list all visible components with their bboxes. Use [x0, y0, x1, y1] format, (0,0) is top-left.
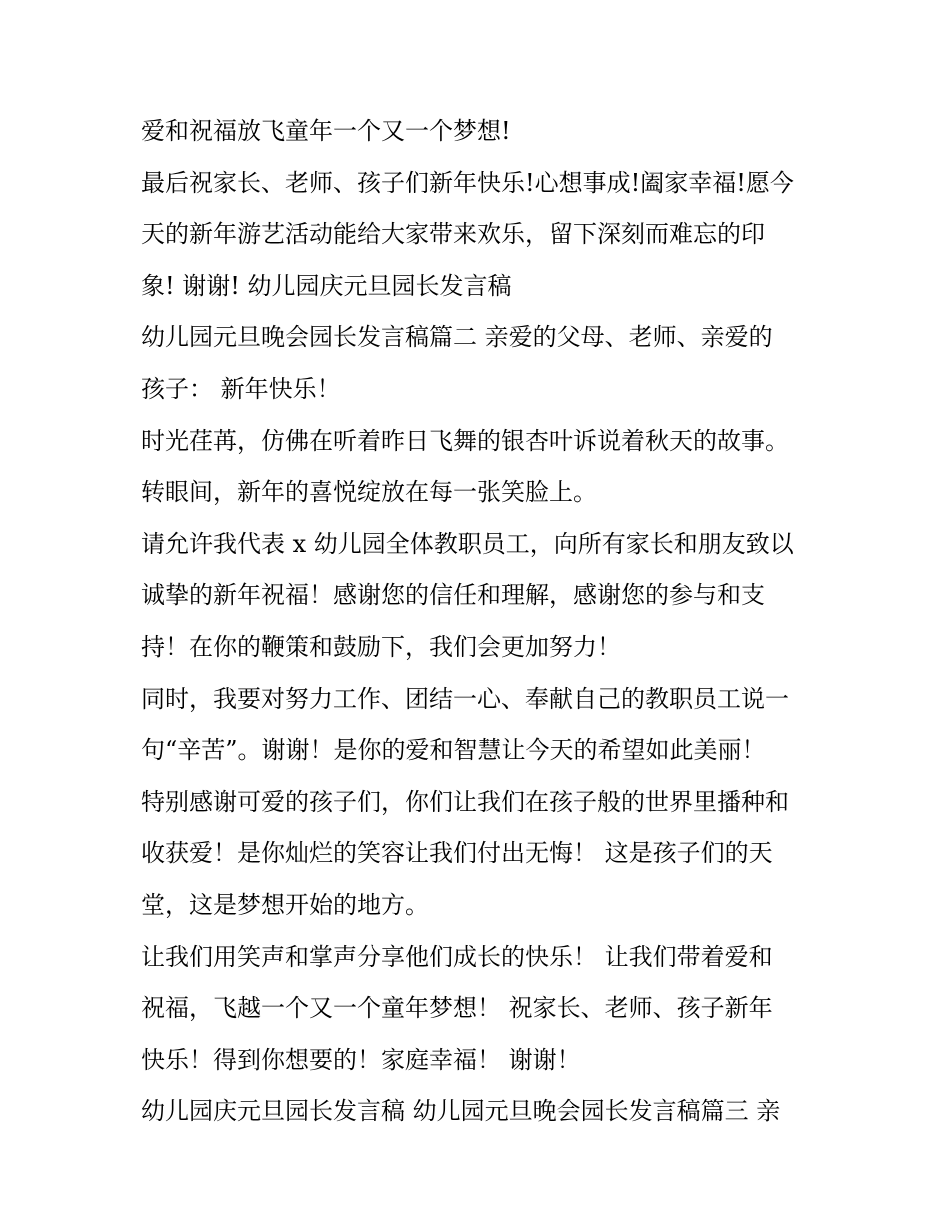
text-line: 收获爱！是你灿烂的笑容让我们付出无悔！ 这是孩子们的天 [141, 839, 773, 868]
text-line: 请允许我代表 x 幼儿园全体教职员工，向所有家长和朋友致以 [141, 529, 794, 558]
text-line: 句“辛苦”。谢谢！是你的爱和智慧让今天的希望如此美丽！ [141, 736, 766, 765]
text-line: 持！在你的鞭策和鼓励下，我们会更加努力！ [141, 632, 621, 661]
text-line: 幼儿园元旦晚会园长发言稿篇二 亲爱的父母、老师、亲爱的 [141, 323, 773, 352]
text-line: 天的新年游艺活动能给大家带来欢乐，留下深刻而难忘的印 [141, 220, 765, 249]
text-line: 象! 谢谢! 幼儿园庆元旦园长发言稿 [141, 271, 512, 300]
text-line: 祝福，飞越一个又一个童年梦想！ 祝家长、老师、孩子新年 [141, 994, 773, 1023]
text-line: 爱和祝福放飞童年一个又一个梦想! [141, 117, 511, 145]
text-line: 同时，我要对努力工作、团结一心、奉献自己的教职员工说一 [141, 684, 789, 713]
text-line: 诚挚的新年祝福！感谢您的信任和理解，感谢您的参与和支 [141, 581, 765, 610]
text-line: 孩子： 新年快乐！ [141, 374, 341, 403]
text-line: 转眼间，新年的喜悦绽放在每一张笑脸上。 [141, 478, 597, 507]
document-body [141, 106, 821, 1138]
text-line: 时光荏苒，仿佛在听着昨日飞舞的银杏叶诉说着秋天的故事。 [141, 426, 789, 455]
text-line: 让我们用笑声和掌声分享他们成长的快乐！ 让我们带着爱和 [141, 942, 773, 971]
text-line: 堂，这是梦想开始的地方。 [141, 890, 429, 919]
text-line: 快乐！得到你想要的！家庭幸福！ 谢谢！ [141, 1045, 581, 1074]
text-line: 特别感谢可爱的孩子们，你们让我们在孩子般的世界里播种和 [141, 787, 789, 816]
text-line: 最后祝家长、老师、孩子们新年快乐!心想事成!阖家幸福!愿今 [141, 168, 794, 197]
text-line: 幼儿园庆元旦园长发言稿 幼儿园元旦晚会园长发言稿篇三 亲 [141, 1097, 781, 1126]
